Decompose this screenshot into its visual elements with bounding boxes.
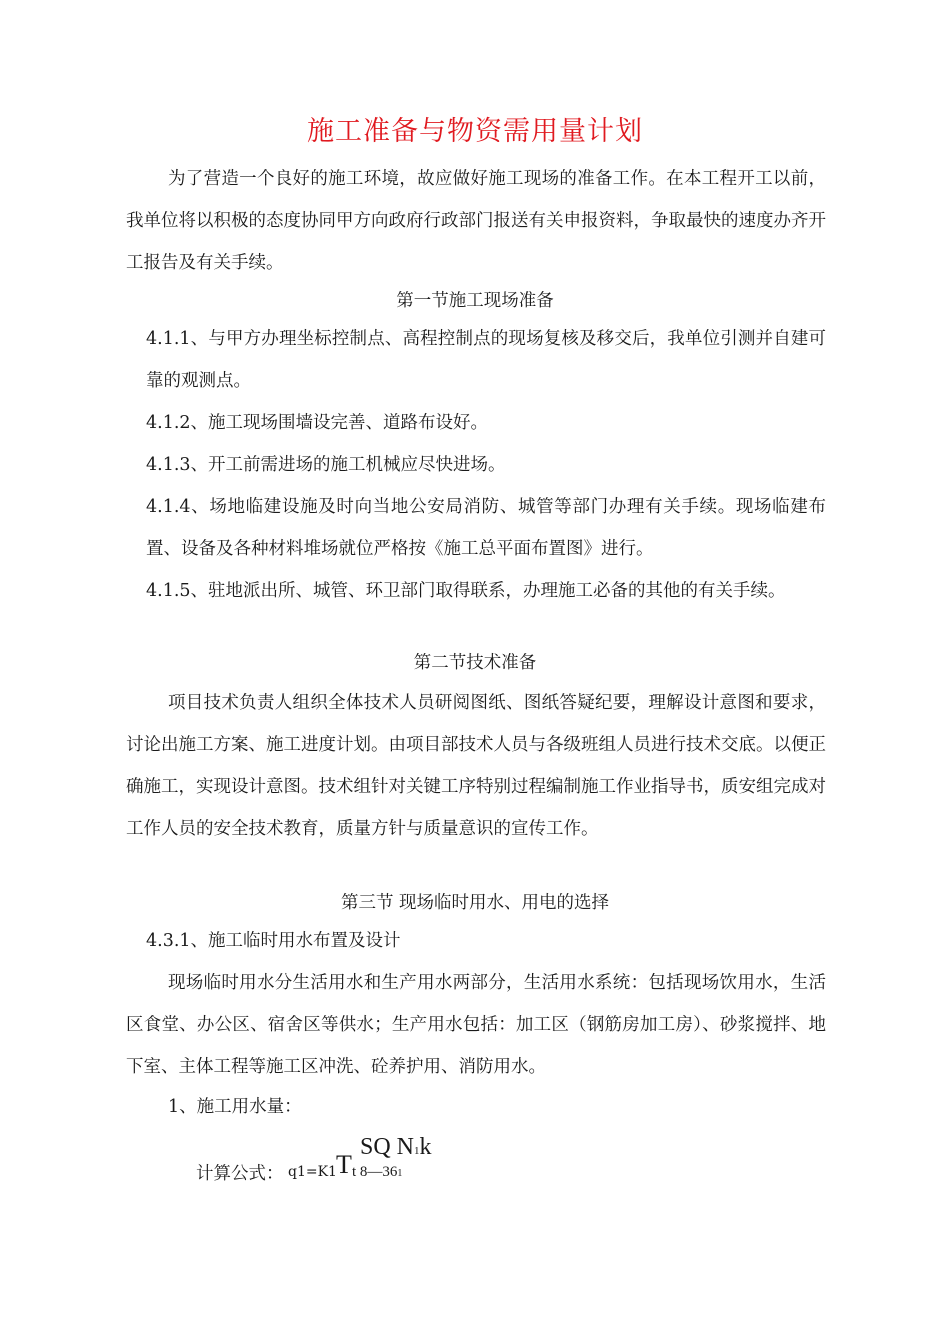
- formula-lhs: q1=K1: [288, 1164, 337, 1180]
- section1-item-3: 4.1.3、开工前需进场的施工机械应尽快进场。: [146, 455, 506, 475]
- section1-item-1: [146, 318, 826, 402]
- formula-subscript: [352, 1164, 402, 1181]
- formula-label: 计算公式：: [196, 1164, 284, 1184]
- formula-sub-tail: 1: [397, 1168, 403, 1179]
- document-title: 施工准备与物资需用量计划: [307, 116, 643, 147]
- formula: [196, 1134, 496, 1188]
- formula-num-sub: 1: [414, 1145, 420, 1157]
- section1-item-1-text: 4.1.1、与甲方办理坐标控制点、高程控制点的现场复核及移交后，我单位引测并自建可靠的观测点。: [146, 329, 826, 391]
- water-usage-item: 1、施工用水量：: [168, 1097, 302, 1117]
- section1-item-4: 4.1.4、场地临建设施及时向当地公安局消防、城管等部门办理有关手续。现场临建布置、设备及各种材料堆场就位严格按《施工总平面布置图》进行。: [146, 497, 826, 559]
- formula-num-tail: k: [419, 1134, 432, 1160]
- section3-heading: 第三节 现场临时用水、用电的选择: [340, 893, 610, 913]
- formula-numerator: [360, 1134, 432, 1161]
- section2-heading: 第二节技术准备: [413, 653, 537, 673]
- intro-paragraph: 为了营造一个良好的施工环境，故应做好施工现场的准备工作。在本工程开工以前，我单位将以积极的态度协同甲方向政府行政部门报送有关申报资料，争取最快的速度办齐开工报告及有关手续。: [126, 169, 826, 273]
- section3-subheading: 4.3.1、施工临时用水布置及设计: [146, 931, 401, 951]
- section1-item-2: 4.1.2、施工现场围墙设完善、道路布设好。: [146, 413, 489, 433]
- formula-num-main: SQ N: [360, 1134, 415, 1160]
- section1-item-5: 4.1.5、驻地派出所、城管、环卫部门取得联系，办理施工必备的其他的有关手续。: [146, 581, 786, 601]
- section3-body: 现场临时用水分生活用水和生产用水两部分，生活用水系统：包括现场饮用水，生活区食堂、办公区、宿舍区等供水；生产用水包括：加工区（钢筋房加工房）、砂浆搅拌、地下室、主体工程等施工区冲洗、砼养护用、消防用水。: [126, 973, 826, 1077]
- formula-sub-main: t 8—36: [352, 1164, 398, 1180]
- section1-heading: 第一节施工现场准备: [396, 291, 554, 311]
- formula-T: T: [336, 1150, 352, 1179]
- section2-body: 项目技术负责人组织全体技术人员研阅图纸、图纸答疑纪要，理解设计意图和要求，讨论出施工方案、施工进度计划。由项目部技术人员与各级班组人员进行技术交底。以便正确施工，实现设计意图。技术组针对关键工序特别过程编制施工作业指导书，质安组完成对工作人员的安全技术教育，质量方针与质量意识的宣传工作。: [126, 693, 826, 839]
